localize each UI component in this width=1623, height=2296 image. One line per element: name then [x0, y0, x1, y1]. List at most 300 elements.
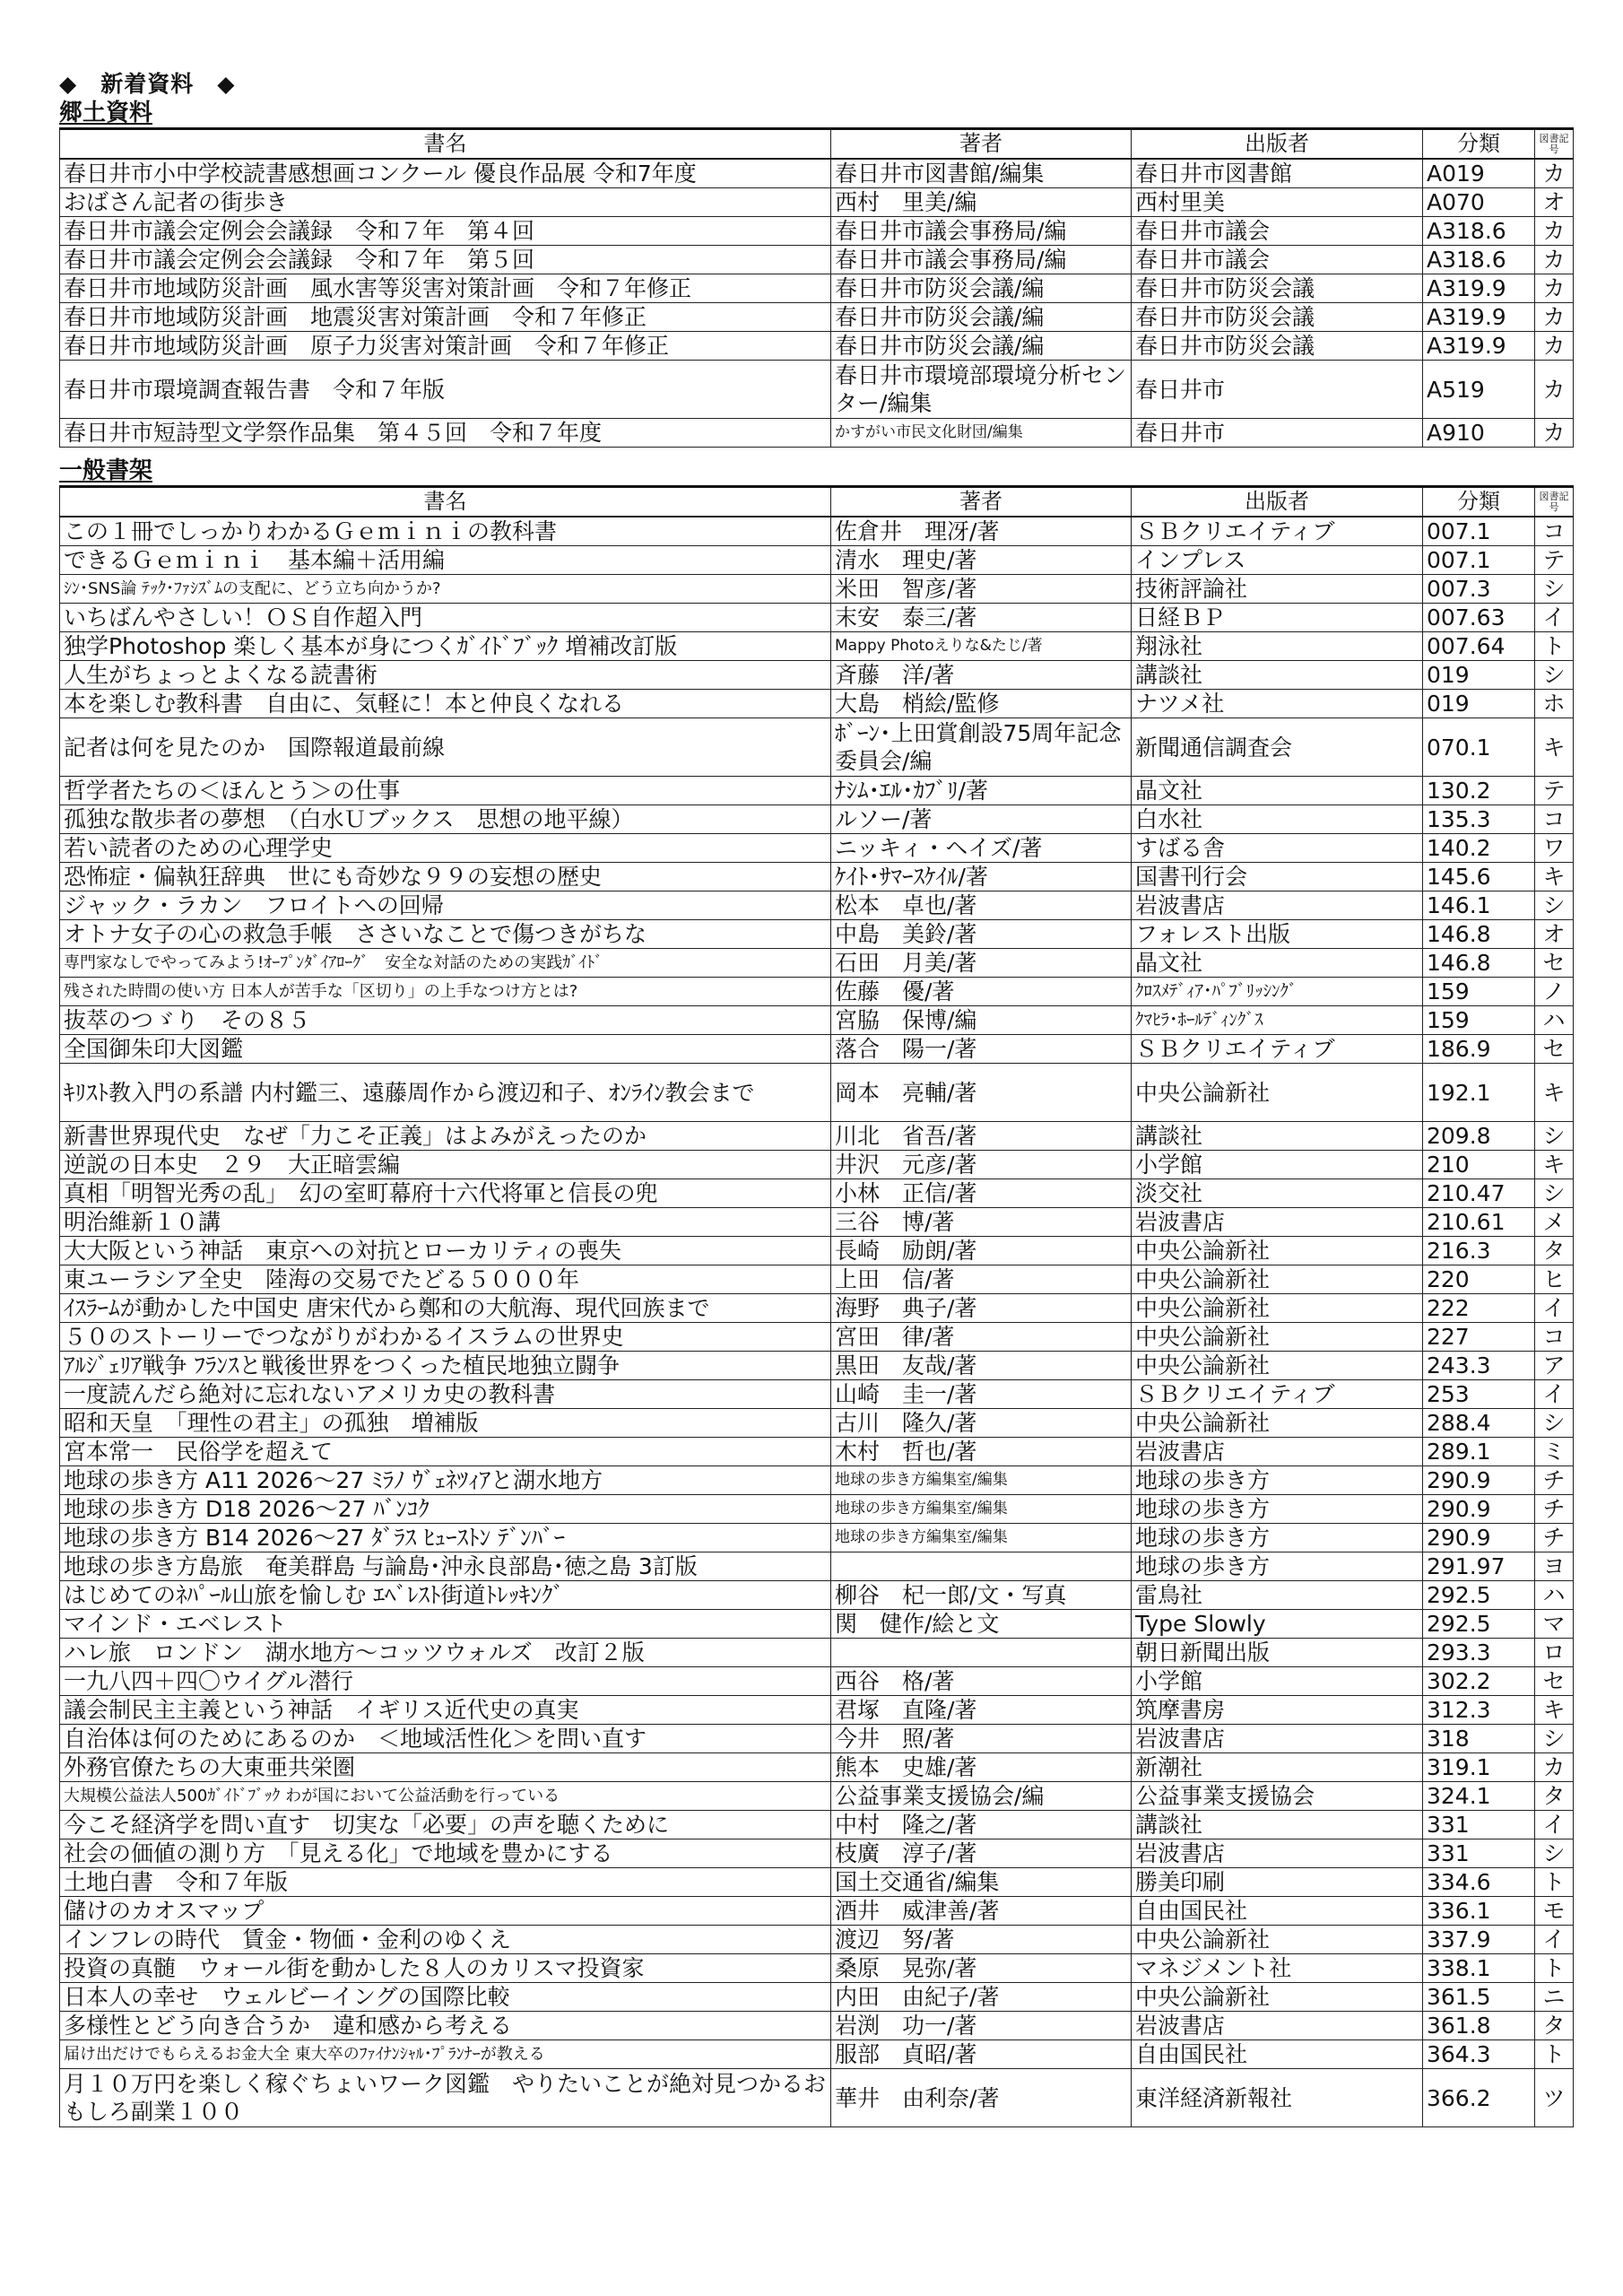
- book-publisher-cell: すばる舎: [1132, 834, 1423, 863]
- book-author-cell: 海野 典子/著: [831, 1294, 1132, 1323]
- book-title-cell: 真相「明智光秀の乱」 幻の室町幕府十六代将軍と信長の兜: [60, 1179, 831, 1208]
- book-mark-cell: ミ: [1535, 1438, 1574, 1466]
- book-publisher-cell: 東洋経済新報社: [1132, 2069, 1423, 2127]
- book-publisher-cell: 岩波書店: [1132, 1839, 1423, 1868]
- book-author-cell: 川北 省吾/著: [831, 1122, 1132, 1151]
- book-classification-cell: 253: [1423, 1380, 1535, 1409]
- book-publisher-cell: 中央公論新社: [1132, 1983, 1423, 2012]
- table-row: [60, 690, 1574, 718]
- section-label-general: 一般書架: [59, 457, 153, 484]
- book-classification-cell: 007.1: [1423, 546, 1535, 575]
- book-author-cell: 中村 隆之/著: [831, 1811, 1132, 1839]
- book-title-cell: 外務官僚たちの大東亜共栄圏: [60, 1753, 831, 1782]
- book-title-cell: ５０のストーリーでつながりがわかるイスラムの世界史: [60, 1323, 831, 1352]
- table-row: [60, 834, 1574, 863]
- book-mark-cell: タ: [1535, 1782, 1574, 1811]
- table-row: [60, 1552, 1574, 1581]
- book-mark-cell: ノ: [1535, 978, 1574, 1006]
- table-row: [60, 1954, 1574, 1983]
- book-classification-cell: 361.8: [1423, 2012, 1535, 2040]
- book-author-cell: ﾎﾞｰﾝ･上田賞創設75周年記念委員会/編: [831, 718, 1132, 777]
- book-title-cell: 多様性とどう向き合うか 違和感から考える: [60, 2012, 831, 2040]
- book-author-cell: かすがい市民文化財団/編集: [831, 419, 1132, 448]
- book-classification-cell: 146.8: [1423, 949, 1535, 978]
- book-mark-cell: イ: [1535, 1926, 1574, 1954]
- local-table-body: [60, 159, 1574, 448]
- table-row: [60, 1495, 1574, 1524]
- book-publisher-cell: 中央公論新社: [1132, 1064, 1423, 1122]
- book-author-cell: 佐藤 優/著: [831, 978, 1132, 1006]
- table-row: [60, 1179, 1574, 1208]
- table-row: [60, 1237, 1574, 1265]
- table-row: [60, 419, 1574, 448]
- book-classification-cell: A910: [1423, 419, 1535, 448]
- book-classification-cell: 210: [1423, 1151, 1535, 1179]
- book-author-cell: Mappy Photoえりな&たじ/著: [831, 632, 1132, 661]
- table-row: [60, 1466, 1574, 1495]
- book-classification-cell: 216.3: [1423, 1237, 1535, 1265]
- book-title-cell: マインド・エベレスト: [60, 1610, 831, 1639]
- table-row: [60, 517, 1574, 546]
- book-title-cell: ハレ旅 ロンドン 湖水地方～コッツウォルズ 改訂２版: [60, 1639, 831, 1667]
- book-classification-cell: 289.1: [1423, 1438, 1535, 1466]
- book-title-cell: 春日井市小中学校読書感想画コンクール 優良作品展 令和7年度: [60, 159, 831, 188]
- book-mark-cell: ト: [1535, 1954, 1574, 1983]
- book-classification-cell: 366.2: [1423, 2069, 1535, 2127]
- book-mark-cell: コ: [1535, 517, 1574, 546]
- book-author-cell: 黒田 友哉/著: [831, 1352, 1132, 1380]
- book-mark-cell: キ: [1535, 1151, 1574, 1179]
- book-mark-cell: タ: [1535, 1237, 1574, 1265]
- book-mark-cell: ハ: [1535, 1006, 1574, 1035]
- table-row: [60, 575, 1574, 604]
- book-title-cell: 抜萃のつゞり その８５: [60, 1006, 831, 1035]
- book-classification-cell: 291.97: [1423, 1552, 1535, 1581]
- book-classification-cell: 334.6: [1423, 1868, 1535, 1897]
- book-author-cell: 宮脇 保博/編: [831, 1006, 1132, 1035]
- table-row: [60, 2012, 1574, 2040]
- book-classification-cell: 220: [1423, 1265, 1535, 1294]
- book-mark-cell: チ: [1535, 1495, 1574, 1524]
- book-classification-cell: 019: [1423, 690, 1535, 718]
- table-row: [60, 274, 1574, 303]
- book-mark-cell: ト: [1535, 1868, 1574, 1897]
- book-author-cell: 米田 智彦/著: [831, 575, 1132, 604]
- book-classification-cell: 070.1: [1423, 718, 1535, 777]
- table-row: [60, 1380, 1574, 1409]
- section-label-local: 郷土資料: [59, 100, 153, 126]
- book-classification-cell: A319.9: [1423, 332, 1535, 361]
- book-mark-cell: ト: [1535, 2040, 1574, 2069]
- book-title-cell: 日本人の幸せ ウェルビーイングの国際比較: [60, 1983, 831, 2012]
- book-title-cell: 社会の価値の測り方 「見える化」で地域を豊かにする: [60, 1839, 831, 1868]
- book-classification-cell: 293.3: [1423, 1639, 1535, 1667]
- table-row: [60, 1667, 1574, 1696]
- book-author-cell: 石田 月美/著: [831, 949, 1132, 978]
- book-classification-cell: 130.2: [1423, 777, 1535, 805]
- column-header-title: 書名: [60, 487, 831, 517]
- book-mark-cell: シ: [1535, 1725, 1574, 1753]
- book-publisher-cell: 中央公論新社: [1132, 1294, 1423, 1323]
- book-classification-cell: A070: [1423, 188, 1535, 217]
- book-title-cell: 届け出だけでもらえるお金大全 東大卒のﾌｧｲﾅﾝｼｬﾙ･ﾌﾟﾗﾝﾅｰが教える: [60, 2040, 831, 2069]
- book-mark-cell: タ: [1535, 2012, 1574, 2040]
- book-publisher-cell: 西村里美: [1132, 188, 1423, 217]
- table-row: [60, 1725, 1574, 1753]
- book-publisher-cell: 日経ＢＰ: [1132, 604, 1423, 632]
- book-classification-cell: 186.9: [1423, 1035, 1535, 1064]
- book-author-cell: 山崎 圭一/著: [831, 1380, 1132, 1409]
- table-row: [60, 863, 1574, 891]
- book-author-cell: 上田 信/著: [831, 1265, 1132, 1294]
- book-mark-cell: ニ: [1535, 1983, 1574, 2012]
- book-publisher-cell: 筑摩書房: [1132, 1696, 1423, 1725]
- book-author-cell: 中島 美鈴/著: [831, 920, 1132, 949]
- book-mark-cell: カ: [1535, 159, 1574, 188]
- book-publisher-cell: マネジメント社: [1132, 1954, 1423, 1983]
- book-author-cell: 国土交通省/編集: [831, 1868, 1132, 1897]
- book-mark-cell: イ: [1535, 604, 1574, 632]
- book-publisher-cell: 技術評論社: [1132, 575, 1423, 604]
- table-row: [60, 1696, 1574, 1725]
- book-author-cell: 春日井市議会事務局/編: [831, 217, 1132, 246]
- book-publisher-cell: 小学館: [1132, 1151, 1423, 1179]
- book-mark-cell: コ: [1535, 805, 1574, 834]
- table-row: [60, 1897, 1574, 1926]
- book-publisher-cell: 自由国民社: [1132, 1897, 1423, 1926]
- book-mark-cell: メ: [1535, 1208, 1574, 1237]
- book-classification-cell: 302.2: [1423, 1667, 1535, 1696]
- book-mark-cell: シ: [1535, 1409, 1574, 1438]
- book-author-cell: 公益事業支援協会/編: [831, 1782, 1132, 1811]
- book-mark-cell: カ: [1535, 246, 1574, 274]
- book-mark-cell: シ: [1535, 1839, 1574, 1868]
- book-publisher-cell: インプレス: [1132, 546, 1423, 575]
- book-classification-cell: 312.3: [1423, 1696, 1535, 1725]
- book-author-cell: 末安 泰三/著: [831, 604, 1132, 632]
- book-author-cell: 宮田 律/著: [831, 1323, 1132, 1352]
- book-mark-cell: カ: [1535, 332, 1574, 361]
- book-title-cell: 宮本常一 民俗学を超えて: [60, 1438, 831, 1466]
- general-shelf-table: [59, 485, 1574, 2127]
- table-row: [60, 805, 1574, 834]
- book-publisher-cell: ＳＢクリエイティブ: [1132, 1035, 1423, 1064]
- book-publisher-cell: 岩波書店: [1132, 891, 1423, 920]
- book-title-cell: 一度読んだら絶対に忘れないアメリカ史の教科書: [60, 1380, 831, 1409]
- book-mark-cell: コ: [1535, 1323, 1574, 1352]
- book-publisher-cell: 岩波書店: [1132, 1208, 1423, 1237]
- book-classification-cell: 007.64: [1423, 632, 1535, 661]
- book-mark-cell: キ: [1535, 863, 1574, 891]
- book-classification-cell: 324.1: [1423, 1782, 1535, 1811]
- book-author-cell: 松本 卓也/著: [831, 891, 1132, 920]
- book-mark-cell: オ: [1535, 920, 1574, 949]
- book-classification-cell: 145.6: [1423, 863, 1535, 891]
- table-header-row: [60, 487, 1574, 517]
- book-publisher-cell: 小学館: [1132, 1667, 1423, 1696]
- book-classification-cell: 288.4: [1423, 1409, 1535, 1438]
- book-author-cell: 春日井市図書館/編集: [831, 159, 1132, 188]
- book-title-cell: 若い読者のための心理学史: [60, 834, 831, 863]
- book-author-cell: 西村 里美/編: [831, 188, 1132, 217]
- column-header-classification: 分類: [1423, 129, 1535, 160]
- book-title-cell: 春日井市地域防災計画 風水害等災害対策計画 令和７年修正: [60, 274, 831, 303]
- book-publisher-cell: 淡交社: [1132, 1179, 1423, 1208]
- book-classification-cell: 159: [1423, 1006, 1535, 1035]
- book-publisher-cell: 講談社: [1132, 661, 1423, 690]
- book-publisher-cell: 自由国民社: [1132, 2040, 1423, 2069]
- book-mark-cell: キ: [1535, 1696, 1574, 1725]
- book-mark-cell: セ: [1535, 949, 1574, 978]
- book-mark-cell: オ: [1535, 188, 1574, 217]
- book-title-cell: ｼﾝ･SNS論 ﾃｯｸ･ﾌｧｼｽﾞﾑの支配に、どう立ち向かうか?: [60, 575, 831, 604]
- book-title-cell: 地球の歩き方島旅 奄美群島 与論島･沖永良部島･徳之島 3訂版: [60, 1552, 831, 1581]
- book-classification-cell: 361.5: [1423, 1983, 1535, 2012]
- book-author-cell: [831, 1552, 1132, 1581]
- book-title-cell: 春日井市議会定例会会議録 令和７年 第５回: [60, 246, 831, 274]
- book-classification-cell: 007.3: [1423, 575, 1535, 604]
- book-title-cell: いちばんやさしい！ＯＳ自作超入門: [60, 604, 831, 632]
- book-author-cell: 地球の歩き方編集室/編集: [831, 1495, 1132, 1524]
- book-author-cell: 西谷 格/著: [831, 1667, 1132, 1696]
- book-author-cell: 君塚 直隆/著: [831, 1696, 1132, 1725]
- column-header-publisher: 出版者: [1132, 487, 1423, 517]
- book-author-cell: 酒井 威津善/著: [831, 1897, 1132, 1926]
- book-mark-cell: セ: [1535, 1035, 1574, 1064]
- book-mark-cell: ア: [1535, 1352, 1574, 1380]
- table-row: [60, 1208, 1574, 1237]
- book-author-cell: 柳谷 杞一郎/文・写真: [831, 1581, 1132, 1610]
- book-classification-cell: 007.1: [1423, 517, 1535, 546]
- book-classification-cell: 331: [1423, 1811, 1535, 1839]
- book-classification-cell: 338.1: [1423, 1954, 1535, 1983]
- book-title-cell: 恐怖症・偏執狂辞典 世にも奇妙な９９の妄想の歴史: [60, 863, 831, 891]
- table-row: [60, 1868, 1574, 1897]
- book-author-cell: [831, 1639, 1132, 1667]
- book-publisher-cell: ＳＢクリエイティブ: [1132, 517, 1423, 546]
- book-author-cell: 桑原 晃弥/著: [831, 1954, 1132, 1983]
- book-mark-cell: テ: [1535, 546, 1574, 575]
- book-classification-cell: 222: [1423, 1294, 1535, 1323]
- book-title-cell: 逆説の日本史 ２９ 大正暗雲編: [60, 1151, 831, 1179]
- book-author-cell: 春日井市環境部環境分析センター/編集: [831, 361, 1132, 419]
- book-publisher-cell: 地球の歩き方: [1132, 1466, 1423, 1495]
- table-row: [60, 1811, 1574, 1839]
- book-mark-cell: チ: [1535, 1466, 1574, 1495]
- book-publisher-cell: 講談社: [1132, 1122, 1423, 1151]
- book-mark-cell: シ: [1535, 891, 1574, 920]
- book-title-cell: 記者は何を見たのか 国際報道最前線: [60, 718, 831, 777]
- book-publisher-cell: 岩波書店: [1132, 1725, 1423, 1753]
- book-mark-cell: イ: [1535, 1380, 1574, 1409]
- book-classification-cell: 227: [1423, 1323, 1535, 1352]
- local-materials-table: [59, 127, 1574, 448]
- table-row: [60, 1983, 1574, 2012]
- book-author-cell: 清水 理史/著: [831, 546, 1132, 575]
- column-header-publisher: 出版者: [1132, 129, 1423, 160]
- book-author-cell: 落合 陽一/著: [831, 1035, 1132, 1064]
- book-classification-cell: 140.2: [1423, 834, 1535, 863]
- book-title-cell: 自治体は何のためにあるのか ＜地域活性化＞を問い直す: [60, 1725, 831, 1753]
- book-title-cell: 投資の真髄 ウォール街を動かした８人のカリスマ投資家: [60, 1954, 831, 1983]
- book-publisher-cell: 春日井市防災会議: [1132, 303, 1423, 332]
- book-author-cell: 内田 由紀子/著: [831, 1983, 1132, 2012]
- book-publisher-cell: 講談社: [1132, 1811, 1423, 1839]
- book-publisher-cell: 中央公論新社: [1132, 1926, 1423, 1954]
- book-publisher-cell: 白水社: [1132, 805, 1423, 834]
- book-publisher-cell: 朝日新聞出版: [1132, 1639, 1423, 1667]
- book-publisher-cell: 春日井市防災会議: [1132, 332, 1423, 361]
- book-title-cell: 月１０万円を楽しく稼ぐちょいワーク図鑑 やりたいことが絶対見つかるおもしろ副業１００: [60, 2069, 831, 2127]
- book-classification-cell: 364.3: [1423, 2040, 1535, 2069]
- book-classification-cell: 290.9: [1423, 1495, 1535, 1524]
- book-mark-cell: イ: [1535, 1811, 1574, 1839]
- book-mark-cell: セ: [1535, 1667, 1574, 1696]
- book-author-cell: 今井 照/著: [831, 1725, 1132, 1753]
- book-author-cell: 大島 梢絵/監修: [831, 690, 1132, 718]
- book-classification-cell: 146.1: [1423, 891, 1535, 920]
- table-row: [60, 1151, 1574, 1179]
- book-mark-cell: カ: [1535, 217, 1574, 246]
- book-publisher-cell: 岩波書店: [1132, 2012, 1423, 2040]
- book-publisher-cell: 岩波書店: [1132, 1438, 1423, 1466]
- book-classification-cell: 019: [1423, 661, 1535, 690]
- table-row: [60, 1438, 1574, 1466]
- table-row: [60, 1006, 1574, 1035]
- book-classification-cell: 146.8: [1423, 920, 1535, 949]
- book-mark-cell: ロ: [1535, 1639, 1574, 1667]
- table-row: [60, 361, 1574, 419]
- page-title: ◆ 新着資料 ◆: [59, 71, 236, 97]
- book-classification-cell: A519: [1423, 361, 1535, 419]
- book-classification-cell: 292.5: [1423, 1610, 1535, 1639]
- book-mark-cell: ト: [1535, 632, 1574, 661]
- book-mark-cell: シ: [1535, 575, 1574, 604]
- book-publisher-cell: 地球の歩き方: [1132, 1552, 1423, 1581]
- book-classification-cell: 135.3: [1423, 805, 1535, 834]
- book-mark-cell: シ: [1535, 1122, 1574, 1151]
- book-classification-cell: 159: [1423, 978, 1535, 1006]
- book-publisher-cell: 晶文社: [1132, 777, 1423, 805]
- book-publisher-cell: 新潮社: [1132, 1753, 1423, 1782]
- table-row: [60, 2069, 1574, 2127]
- book-publisher-cell: 春日井市議会: [1132, 217, 1423, 246]
- book-title-cell: 残された時間の使い方 日本人が苦手な「区切り」の上手なつけ方とは?: [60, 978, 831, 1006]
- book-title-cell: ｱﾙｼﾞｪﾘｱ戦争 ﾌﾗﾝｽと戦後世界をつくった植民地独立闘争: [60, 1352, 831, 1380]
- book-title-cell: 哲学者たちの＜ほんとう＞の仕事: [60, 777, 831, 805]
- book-mark-cell: チ: [1535, 1524, 1574, 1552]
- table-row: [60, 1122, 1574, 1151]
- book-publisher-cell: ｸﾏﾋﾗ･ﾎｰﾙﾃﾞｨﾝｸﾞｽ: [1132, 1006, 1423, 1035]
- book-author-cell: 枝廣 淳子/著: [831, 1839, 1132, 1868]
- book-mark-cell: テ: [1535, 777, 1574, 805]
- book-publisher-cell: 雷鳥社: [1132, 1581, 1423, 1610]
- book-title-cell: 春日井市短詩型文学祭作品集 第４５回 令和７年度: [60, 419, 831, 448]
- book-author-cell: 服部 貞昭/著: [831, 2040, 1132, 2069]
- book-author-cell: 春日井市防災会議/編: [831, 332, 1132, 361]
- table-row: [60, 1639, 1574, 1667]
- table-header-row: [60, 129, 1574, 160]
- book-mark-cell: ハ: [1535, 1581, 1574, 1610]
- book-publisher-cell: 春日井市: [1132, 361, 1423, 419]
- table-row: [60, 2040, 1574, 2069]
- book-publisher-cell: 翔泳社: [1132, 632, 1423, 661]
- book-title-cell: 今こそ経済学を問い直す 切実な「必要」の声を聴くために: [60, 1811, 831, 1839]
- book-publisher-cell: 勝美印刷: [1132, 1868, 1423, 1897]
- book-classification-cell: A318.6: [1423, 246, 1535, 274]
- book-title-cell: 春日井市地域防災計画 地震災害対策計画 令和７年修正: [60, 303, 831, 332]
- book-classification-cell: 210.61: [1423, 1208, 1535, 1237]
- book-title-cell: 明治維新１０講: [60, 1208, 831, 1237]
- book-title-cell: 東ユーラシア全史 陸海の交易でたどる５０００年: [60, 1265, 831, 1294]
- book-publisher-cell: 国書刊行会: [1132, 863, 1423, 891]
- book-title-cell: 地球の歩き方 D18 2026～27 ﾊﾞﾝｺｸ: [60, 1495, 831, 1524]
- table-row: [60, 1753, 1574, 1782]
- book-title-cell: 大大阪という神話 東京への対抗とローカリティの喪失: [60, 1237, 831, 1265]
- book-mark-cell: イ: [1535, 1294, 1574, 1323]
- book-author-cell: 華井 由利奈/著: [831, 2069, 1132, 2127]
- book-title-cell: 春日井市環境調査報告書 令和７年版: [60, 361, 831, 419]
- book-publisher-cell: 中央公論新社: [1132, 1237, 1423, 1265]
- book-classification-cell: 007.63: [1423, 604, 1535, 632]
- book-title-cell: インフレの時代 賃金・物価・金利のゆくえ: [60, 1926, 831, 1954]
- book-mark-cell: カ: [1535, 1753, 1574, 1782]
- book-mark-cell: モ: [1535, 1897, 1574, 1926]
- book-author-cell: 長崎 励朗/著: [831, 1237, 1132, 1265]
- column-header-title: 書名: [60, 129, 831, 160]
- book-classification-cell: 292.5: [1423, 1581, 1535, 1610]
- table-row: [60, 546, 1574, 575]
- book-publisher-cell: 春日井市: [1132, 419, 1423, 448]
- book-classification-cell: 192.1: [1423, 1064, 1535, 1122]
- book-author-cell: 三谷 博/著: [831, 1208, 1132, 1237]
- column-header-author: 著者: [831, 487, 1132, 517]
- book-author-cell: 岩渕 功一/著: [831, 2012, 1132, 2040]
- table-row: [60, 1294, 1574, 1323]
- book-publisher-cell: Type Slowly: [1132, 1610, 1423, 1639]
- book-title-cell: 人生がちょっとよくなる読書術: [60, 661, 831, 690]
- book-author-cell: 岡本 亮輔/著: [831, 1064, 1132, 1122]
- table-row: [60, 632, 1574, 661]
- book-title-cell: 一九八四＋四〇ウイグル潜行: [60, 1667, 831, 1696]
- table-row: [60, 1926, 1574, 1954]
- book-author-cell: ニッキィ・ヘイズ/著: [831, 834, 1132, 863]
- book-author-cell: 木村 哲也/著: [831, 1438, 1132, 1466]
- book-author-cell: 春日井市議会事務局/編: [831, 246, 1132, 274]
- book-title-cell: 昭和天皇 「理性の君主」の孤独 増補版: [60, 1409, 831, 1438]
- book-title-cell: はじめてのﾈﾊﾟｰﾙ山旅を愉しむ ｴﾍﾞﾚｽﾄ街道ﾄﾚｯｷﾝｸﾞ: [60, 1581, 831, 1610]
- book-title-cell: オトナ女子の心の救急手帳 ささいなことで傷つきがちな: [60, 920, 831, 949]
- book-title-cell: この１冊でしっかりわかるＧｅｍｉｎｉの教科書: [60, 517, 831, 546]
- book-title-cell: できるＧｅｍｉｎｉ 基本編＋活用編: [60, 546, 831, 575]
- book-title-cell: 独学Photoshop 楽しく基本が身につくｶﾞｲﾄﾞﾌﾞｯｸ 増補改訂版: [60, 632, 831, 661]
- book-title-cell: 孤独な散歩者の夢想 （白水Ｕブックス 思想の地平線）: [60, 805, 831, 834]
- book-publisher-cell: ＳＢクリエイティブ: [1132, 1380, 1423, 1409]
- table-row: [60, 978, 1574, 1006]
- column-header-classification: 分類: [1423, 487, 1535, 517]
- table-row: [60, 777, 1574, 805]
- book-mark-cell: シ: [1535, 661, 1574, 690]
- book-author-cell: 斉藤 洋/著: [831, 661, 1132, 690]
- book-classification-cell: 290.9: [1423, 1466, 1535, 1495]
- table-row: [60, 1524, 1574, 1552]
- table-row: [60, 891, 1574, 920]
- book-mark-cell: ヒ: [1535, 1265, 1574, 1294]
- book-author-cell: 春日井市防災会議/編: [831, 303, 1132, 332]
- table-row: [60, 1409, 1574, 1438]
- book-title-cell: ｷﾘｽﾄ教入門の系譜 内村鑑三、遠藤周作から渡辺和子、ｵﾝﾗｲﾝ教会まで: [60, 1064, 831, 1122]
- table-row: [60, 1035, 1574, 1064]
